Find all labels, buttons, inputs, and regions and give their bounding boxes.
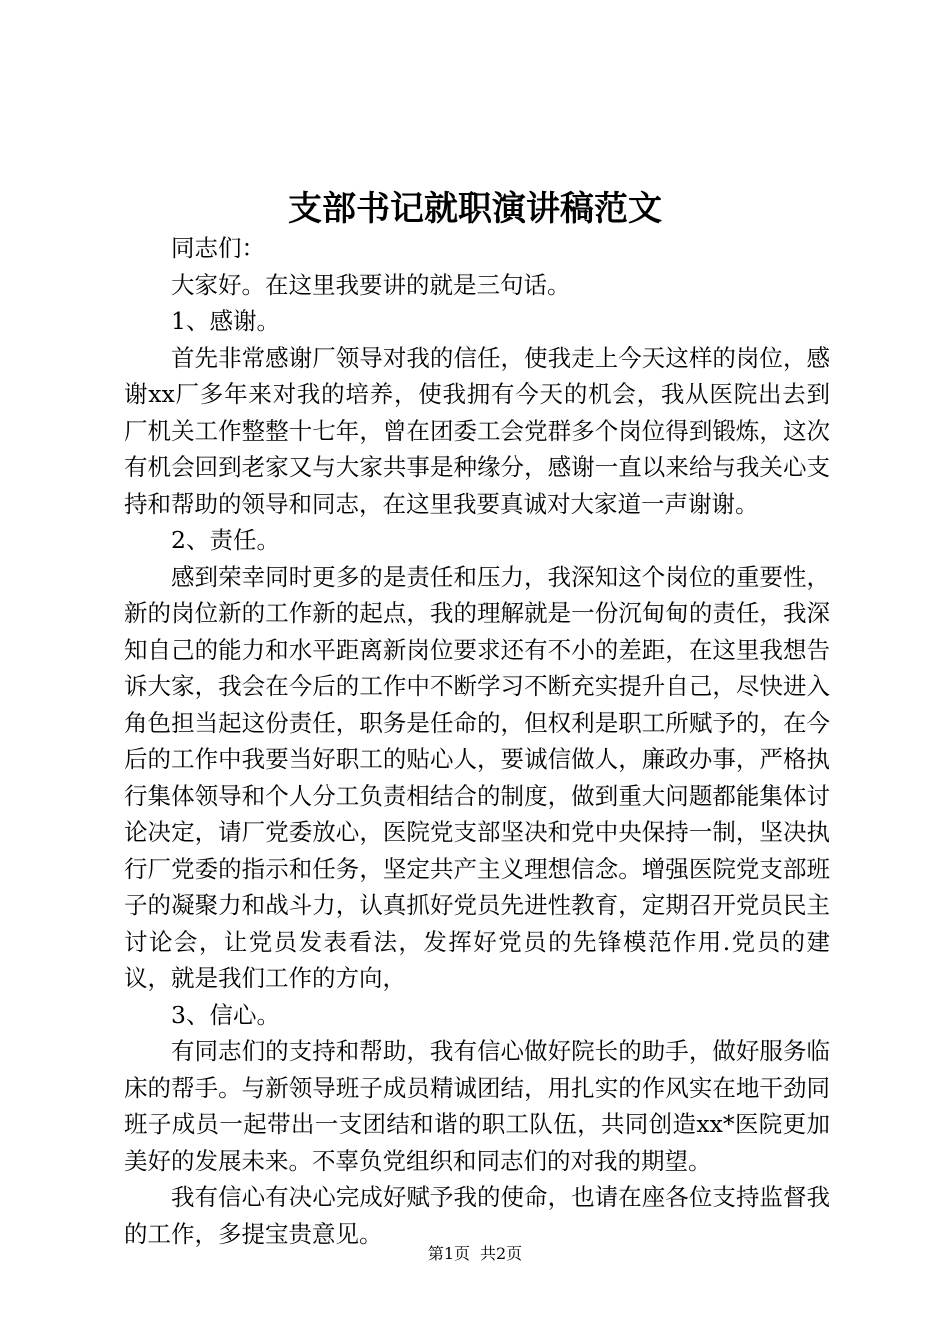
- page-footer: [0, 1243, 950, 1265]
- responsibility-paragraph: 感到荣幸同时更多的是责任和压力，我深知这个岗位的重要性，新的岗位新的工作新的起点，我的理解就是一份沉甸甸的责任，我深知自己的能力和水平距离新岗位要求还有不小的差距，在这里我想告诉大家，我会在今后的工作中不断学习不断充实提升自己，尽快进入角色担当起这份责任，职务是任命的，但权利是职工所赋予的，在今后的工作中我要当好职工的贴心人，要诚信做人，廉政办事，严格执行集体领导和个人分工负责相结合的制度，做到重大问题都能集体讨论决定，请厂党委放心，医院党支部坚决和党中央保持一制，坚决执行厂党委的指示和任务，坚定共产主义理想信念。增强医院党支部班子的凝聚力和战斗力，认真抓好党员先进性教育，定期召开党员民主讨论会，让党员发表看法，发挥好党员的先锋模范作用.党员的建议，就是我们工作的方向，: [124, 562, 830, 992]
- salutation-paragraph: 同志们：: [171, 234, 265, 262]
- confidence-paragraph: 有同志们的支持和帮助，我有信心做好院长的助手，做好服务临床的帮手。与新领导班子成员精诚团结，用扎实的作风实在地干劲同班子成员一起带出一支团结和谐的职工队伍，共同创造xx*医院更加美好的发展未来。不辜负党组织和同志们的对我的期望。: [124, 1037, 830, 1175]
- section-heading-thanks: 1、感谢。: [171, 307, 280, 335]
- greeting-paragraph: 大家好。在这里我要讲的就是三句话。: [171, 270, 571, 299]
- section-heading-responsibility: 2、责任。: [171, 526, 280, 554]
- thanks-paragraph: 首先非常感谢厂领导对我的信任，使我走上今天这样的岗位，感谢xx厂多年来对我的培养，使我拥有今天的机会，我从医院出去到厂机关工作整整十七年，曾在团委工会党群多个岗位得到锻炼，这次有机会回到老家又与大家共事是种缘分，感谢一直以来给与我关心支持和帮助的领导和同志，在这里我要真诚对大家道一声谢谢。: [124, 343, 830, 518]
- document-body: [124, 230, 830, 1252]
- section-heading-confidence: 3、信心。: [171, 1000, 280, 1029]
- closing-paragraph: 我有信心有决心完成好赋予我的使命，也请在座各位支持监督我的工作，多提宝贵意见。: [124, 1183, 830, 1248]
- page-number: 第1页: [427, 1244, 470, 1263]
- document-title: 支部书记就职演讲稿范文: [288, 189, 662, 229]
- page-total: 共2页: [480, 1244, 523, 1263]
